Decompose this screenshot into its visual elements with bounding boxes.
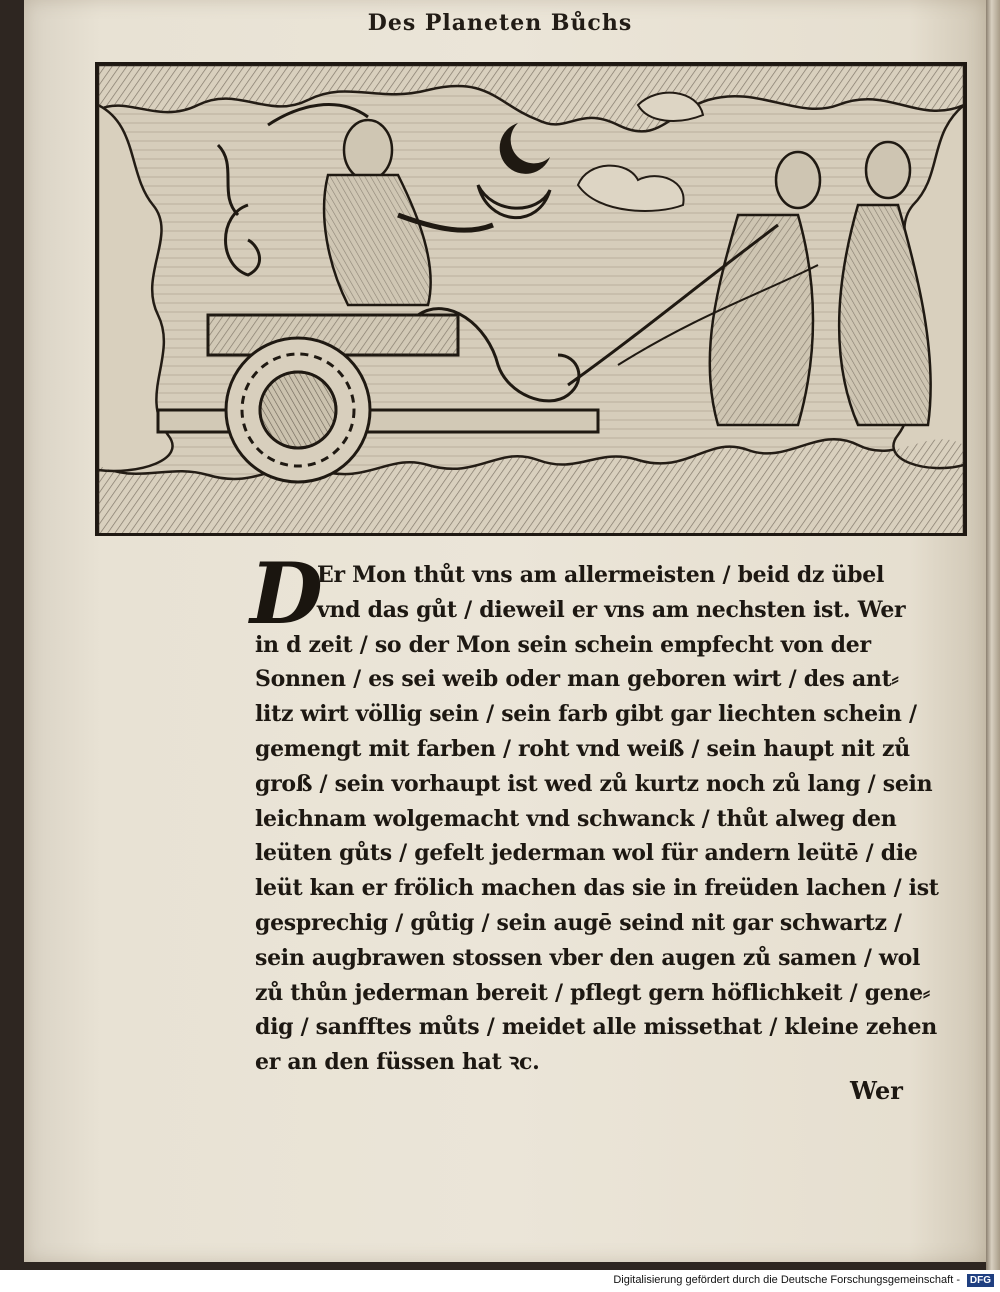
dfg-logo-icon: DFG (967, 1274, 994, 1287)
text-line: litz wirt völlig sein / sein farb gibt gar liechten schein / (255, 701, 917, 728)
body-text (255, 558, 967, 1080)
text-line: groß / sein vorhaupt ist wed zů kurtz noch zů lang / sein (255, 770, 933, 797)
funding-notice: Digitalisierung gefördert durch die Deutsche Forschungsgemeinschaft - (613, 1274, 960, 1286)
text-line: leüt kan er frölich machen das sie in freüden lachen / ist (255, 875, 939, 902)
woodcut-illustration (95, 62, 967, 536)
page-edge (986, 0, 1000, 1270)
text-line: in d zeit / so der Mon sein schein empfecht von der (255, 631, 871, 658)
text-line: zů thůn jederman bereit / pflegt gern höflichkeit / gene⸗ (255, 979, 930, 1006)
text-line: dig / sanfftes můts / meidet alle missethat / kleine zehen (255, 1014, 937, 1041)
text-line: leüten gůts / gefelt jederman wol für andern leütē / die (255, 840, 918, 867)
running-head: Des Planeten Bůchs (367, 10, 633, 36)
text-line: vnd das gůt / dieweil er vns am nechsten ist. Wer (317, 596, 906, 623)
catchword: Wer (850, 1076, 903, 1105)
woodcut-illustration-moon-chariot-icon (98, 65, 964, 533)
text-line: sein augbrawen stossen vber den augen zů samen / wol (255, 944, 921, 971)
drop-cap: D (250, 544, 323, 643)
text-line: Sonnen / es sei weib oder man geboren wirt / des ant⸗ (255, 666, 899, 693)
text-line: er an den füssen hat ꝛc. (255, 1049, 540, 1076)
text-line: Er Mon thůt vns am allermeisten / beid dz übel (317, 562, 885, 588)
text-line: gesprechig / gůtig / sein augē seind nit gar schwartz / (255, 909, 902, 936)
text-line: gemengt mit farben / roht vnd weiß / sein haupt nit zů (255, 735, 910, 762)
footer-bar (0, 1270, 1000, 1292)
text-line: leichnam wolgemacht vnd schwanck / thůt alweg den (255, 805, 897, 832)
